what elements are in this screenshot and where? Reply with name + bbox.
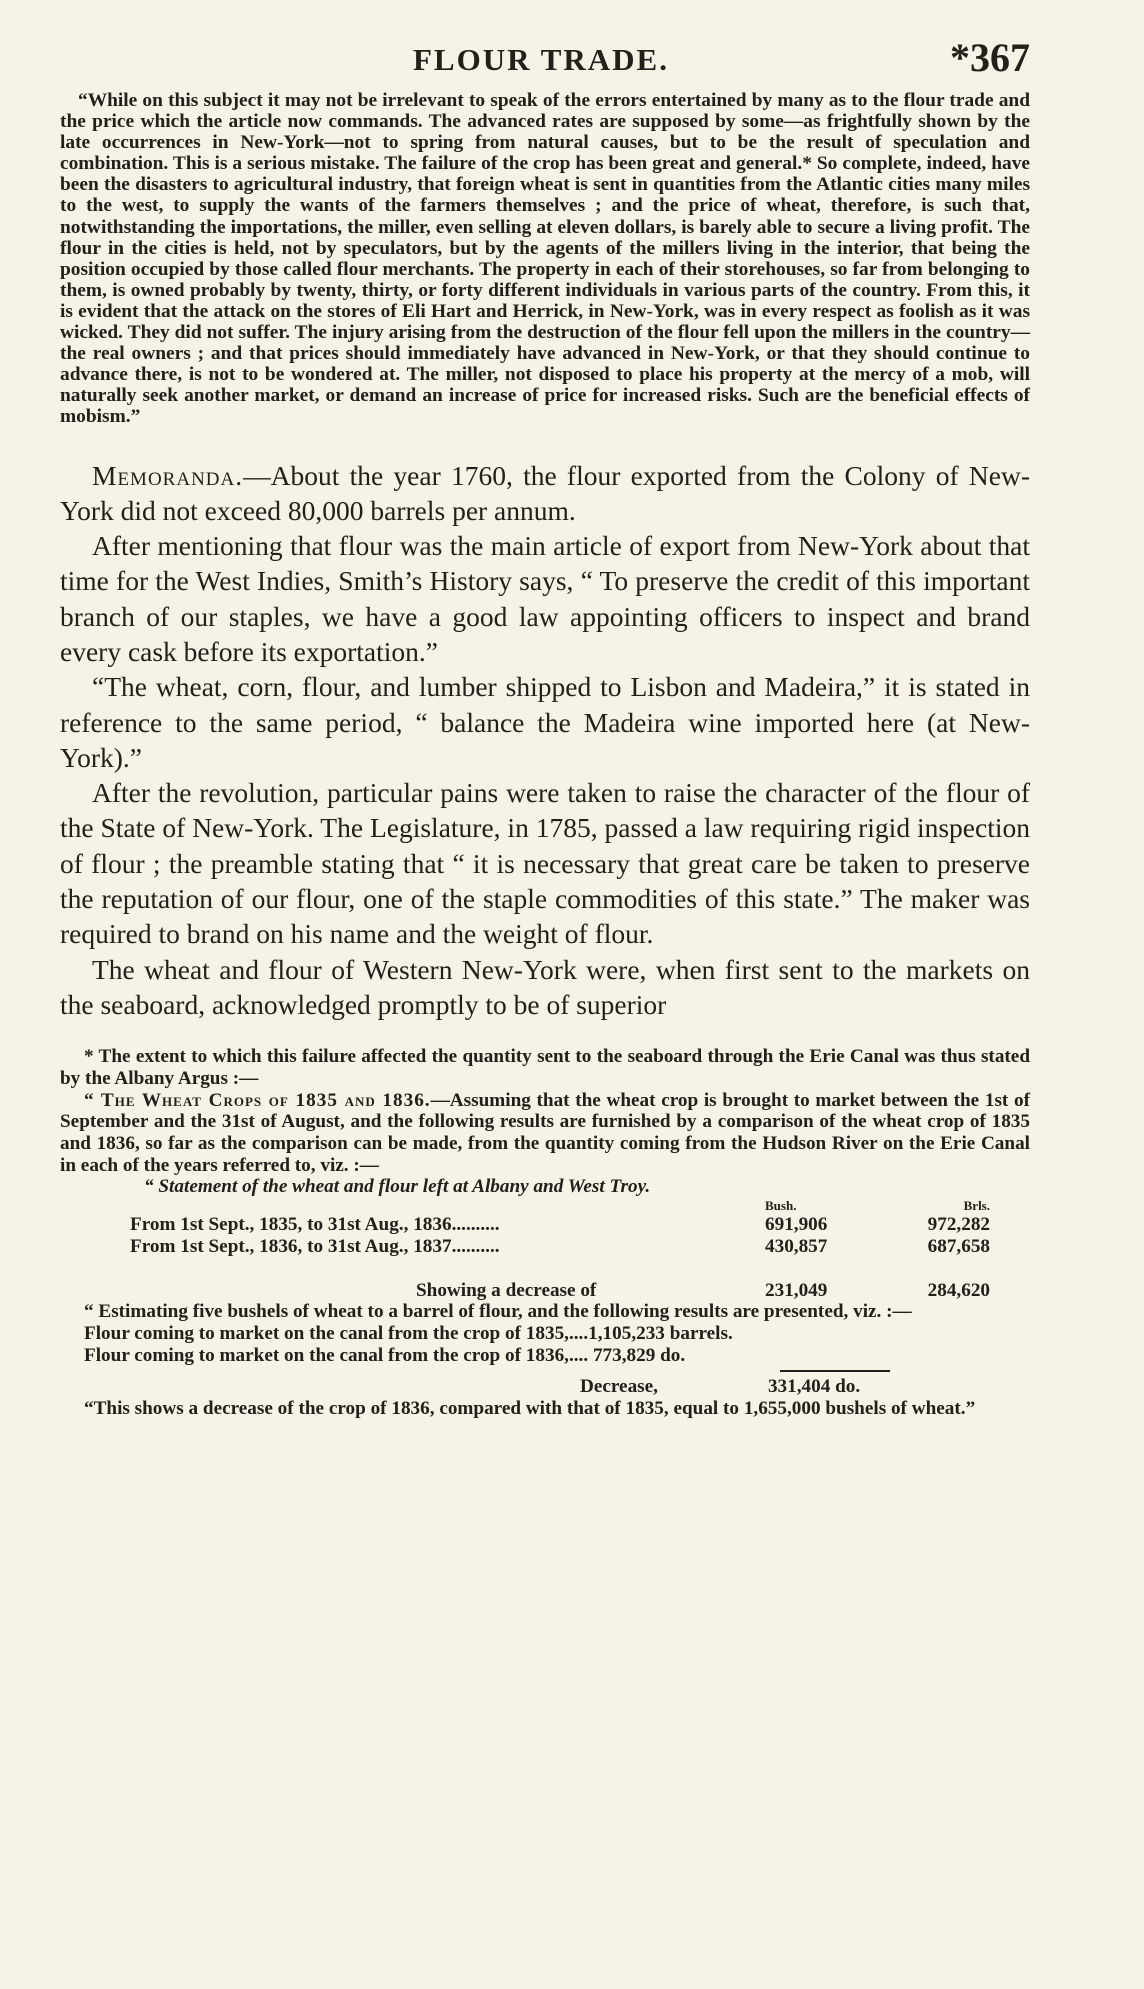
units-bushels: Bush. [765,1198,797,1214]
units-barrels: Brls. [963,1198,990,1214]
sum-rule [780,1370,890,1372]
body-paragraph: After mentioning that flour was the main article of export from New-York about that time for the West Indies, Smith’s History says, “ To preserve the credit of this important branch of our staples, we have a good law appointing officers to inspect and brand every cask before its exportation.” [60,530,1030,667]
row-label: From 1st Sept., 1835, to 31st Aug., 1836.......... [130,1214,500,1236]
body-paragraph: After the revolution, particular pains were taken to raise the character of the flour of the State of New-York. The Legislature, in 1785, passed a law requiring rigid inspection of flour ; the preamble stating that “ it is necessary that great care be taken to preserve the reputation of our flour, one of the staple commodities of this state.” The maker was required to brand on his name and the weight of flour. [60,777,1030,950]
decrease-row [60,1280,1030,1302]
table-row [60,1236,1030,1258]
memoranda-text: —About the year 1760, the flour exported from the Colony of New-York did not exceed 80,000 barrels per annum. [60,459,1030,526]
page-number: *367 [950,35,1030,80]
memoranda-paragraph [60,458,1030,529]
decrease-value: 331,404 do. [767,1376,861,1398]
running-header [60,30,1030,90]
decrease-bushels: 231,049 [765,1279,828,1301]
body-paragraph: “The wheat, corn, flour, and lumber shipped to Lisbon and Madeira,” it is stated in reference to the same period, “ balance the Madeira wine imported here (at New-York).” [60,671,1030,773]
row-barrels: 687,658 [927,1235,990,1257]
main-text [60,458,1030,1023]
book-page [60,30,1030,1420]
footnote [60,1046,1030,1420]
quoted-passage [60,90,1030,428]
flour-1836-line: Flour coming to market on the canal from the crop of 1836,.... 773,829 do. [84,1344,686,1366]
footnote-crops-paragraph [60,1090,1030,1177]
footnote-intro: * The extent to which this failure affected the quantity sent to the seaboard through the Erie Canal was thus stated by the Albany Argus :— [60,1046,1030,1089]
quote-paragraph: “While on this subject it may not be irrelevant to speak of the errors entertained by many as to the flour trade and the price which the article now commands. The advanced rates are supposed by some—as frightfully shown by the late occurrences in New-York—not to spring from natural causes, but to be the result of speculation and combination. This is a serious mistake. The failure of the crop has been great and general.* So complete, indeed, have been the disasters to agricultural industry, that foreign wheat is sent in quantities from the Atlantic cities many miles to the west, to supply the wants of the farmers themselves ; and the price of wheat, therefore, is such that, notwithstanding the importations, the miller, even selling at eleven dollars, is barely able to secure a living profit. The flour in the cities is held, not by speculators, but by the agents of the millers living in the interior, that being the position occupied by those called flour merchants. The property in each of their storehouses, so far from belonging to them, is owned probably by twenty, thirty, or forty different individuals in various parts of the country. From this, it is evident that the attack on the stores of Eli Hart and Herrick, in New-York, was in every respect as foolish as it was wicked. They did not suffer. The injury arising from the destruction of the flour fell upon the millers in the country—the real owners ; and that prices should immediately have advanced in New-York, or that they should continue to advance there, is not to be wondered at. The miller, not disposed to place his property at the mercy of a mob, will naturally seek another market, or demand an increase of price for increased risks. Such are the beneficial effects of mobism.” [60,90,1030,428]
row-label: From 1st Sept., 1836, to 31st Aug., 1837.......... [130,1235,500,1257]
statement-title: “ Statement of the wheat and flour left at Albany and West Troy. [144,1176,651,1198]
decrease-barrels: 284,620 [927,1279,990,1301]
estimating-paragraph: “ Estimating five bushels of wheat to a barrel of flour, and the following results are presented, viz. :— [84,1301,912,1323]
body-paragraph: The wheat and flour of Western New-York were, when first sent to the markets on the seaboard, acknowledged promptly to be of superior [60,953,1030,1020]
row-barrels: 972,282 [927,1214,990,1236]
table-header-row [60,1198,1030,1214]
running-title: FLOUR TRADE. [413,42,669,77]
decrease-label: Decrease, [580,1376,658,1398]
crops-text: —Assuming that the wheat crop is brought to market between the 1st of September and the 31st of August, and the following results are furnished by a comparison of the wheat crop of 1835 and 1836, so far as the comparison can be made, from the quantity coming from the Hudson River on the Erie Canal in each of the years referred to, viz. :— [60,1089,1030,1176]
row-bushels: 691,906 [765,1214,828,1236]
row-bushels: 430,857 [765,1235,828,1257]
statement-table [60,1198,1030,1301]
memoranda-label: Memoranda. [92,459,244,491]
closing-paragraph: “This shows a decrease of the crop of 1836, compared with that of 1835, equal to 1,655,000 bushels of wheat.” [84,1398,976,1420]
decrease-line [60,1376,1030,1398]
flour-1835-line: Flour coming to market on the canal from the crop of 1835,....1,105,233 barrels. [84,1322,733,1344]
decrease-row-label: Showing a decrease of [416,1279,597,1301]
crops-label: “ The Wheat Crops of 1835 and 1836. [84,1089,431,1111]
table-row [60,1214,1030,1236]
